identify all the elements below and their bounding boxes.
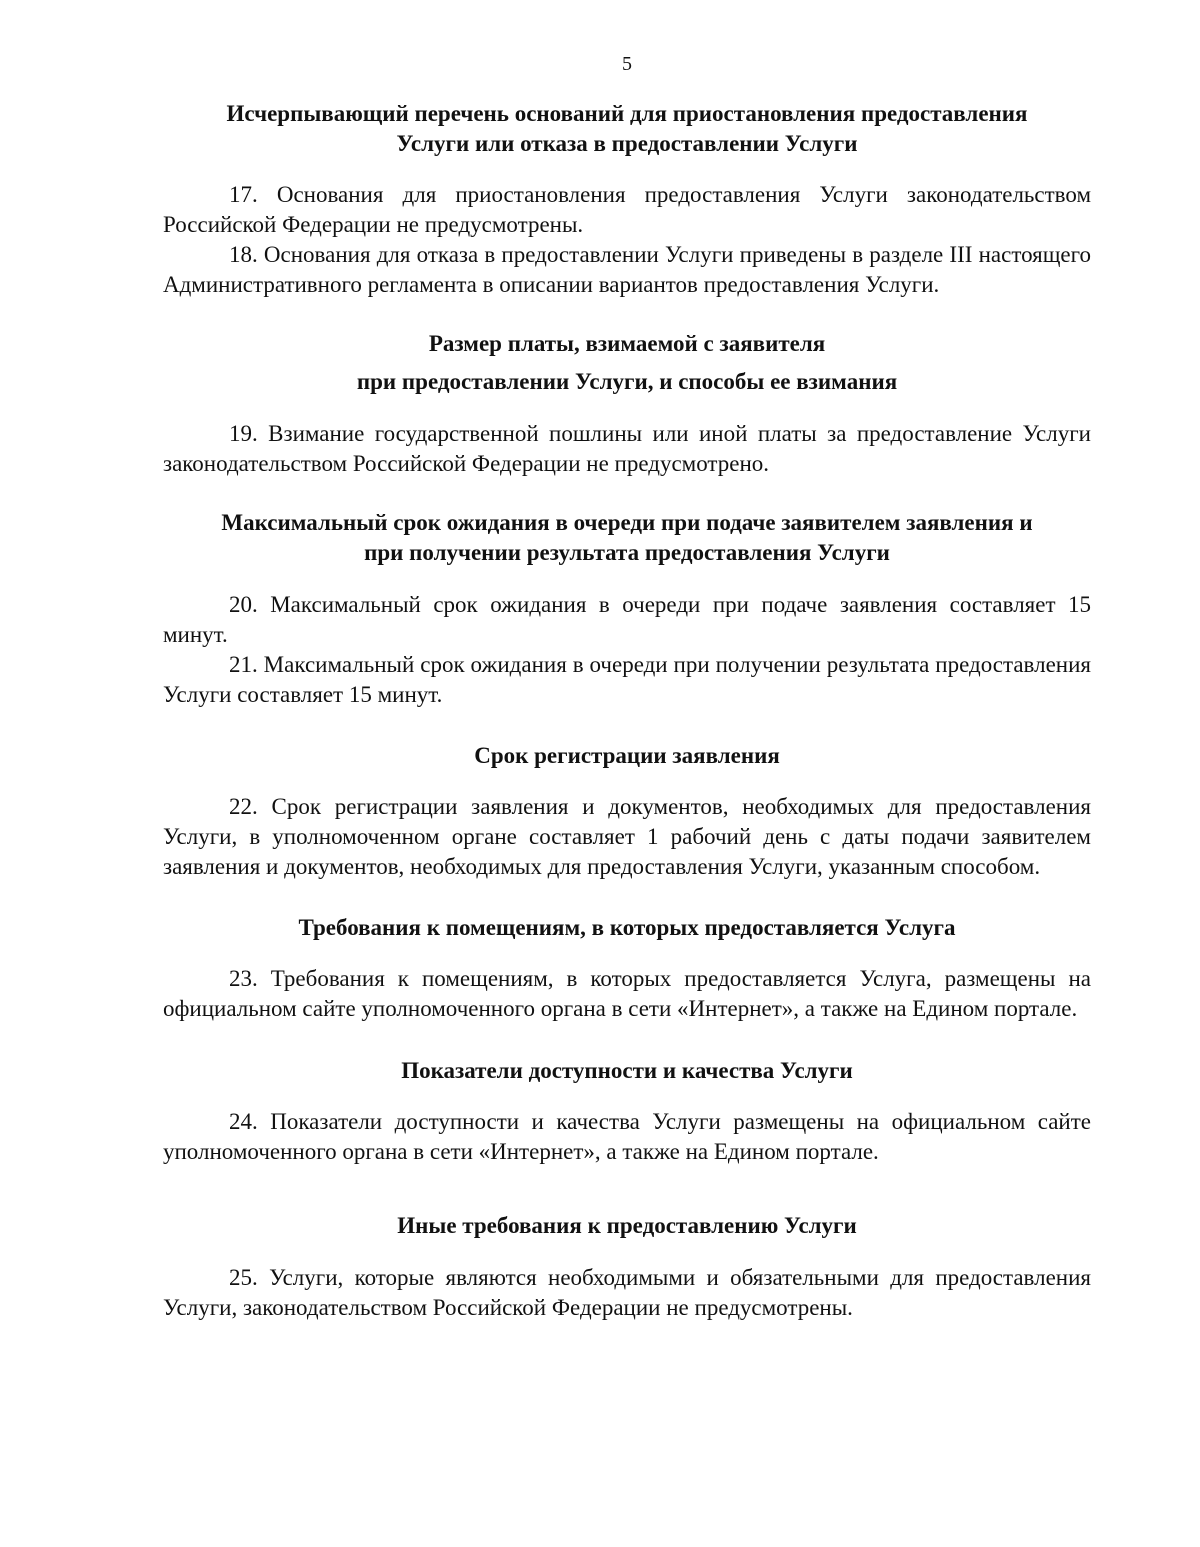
section-fee: [163, 325, 1091, 479]
paragraph-20: 20. Максимальный срок ожидания в очереди при подаче заявления составляет 15 минут.: [163, 592, 1091, 647]
section-heading-line: при получении результата предоставления Услуги: [364, 540, 890, 565]
section-suspension-grounds: [163, 99, 1091, 300]
section-heading-line: Иные требования к предоставлению Услуги: [397, 1213, 857, 1238]
section-queue-time: [163, 508, 1091, 710]
page-number: 5: [622, 53, 632, 75]
section-heading-line: Максимальный срок ожидания в очереди при подаче заявителем заявления и: [221, 510, 1033, 535]
section-heading-line: Срок регистрации заявления: [474, 743, 780, 768]
paragraph-17: 17. Основания для приостановления предоставления Услуги законодательством Российской Федерации не предусмотрены.: [163, 182, 1091, 237]
section-heading-line: Показатели доступности и качества Услуги: [401, 1058, 853, 1083]
paragraph-22: 22. Срок регистрации заявления и документов, необходимых для предоставления Услуги, в уполномоченном органе составляет 1 рабочий день с даты подачи заявителем заявления и документов, необходимых для предоставления Услуги, указанным способом.: [163, 794, 1091, 879]
section-registration-time: [163, 741, 1091, 882]
paragraph-18: 18. Основания для отказа в предоставлении Услуги приведены в разделе III настоящего Административного регламента в описании вариантов предоставления Услуги.: [163, 242, 1091, 297]
document-page: [163, 52, 1091, 1323]
section-premises-requirements: [163, 913, 1091, 1024]
paragraph-24: 24. Показатели доступности и качества Услуги размещены на официальном сайте уполномоченного органа в сети «Интернет», а также на Едином портале.: [163, 1109, 1091, 1164]
section-heading-line: при предоставлении Услуги, и способы ее взимания: [356, 369, 898, 394]
paragraph-25: 25. Услуги, которые являются необходимыми и обязательными для предоставления Услуги, законодательством Российской Федерации не предусмотрены.: [163, 1265, 1091, 1320]
paragraph-23: 23. Требования к помещениям, в которых предоставляется Услуга, размещены на официальном сайте уполномоченного органа в сети «Интернет», а также на Едином портале.: [163, 966, 1091, 1021]
section-other-requirements: [163, 1211, 1091, 1323]
section-heading-line: Требования к помещениям, в которых предоставляется Услуга: [298, 915, 956, 940]
section-heading-line: Услуги или отказа в предоставлении Услуги: [396, 131, 858, 156]
section-heading-line: Исчерпывающий перечень оснований для приостановления предоставления: [226, 101, 1028, 126]
paragraph-19: 19. Взимание государственной пошлины или иной платы за предоставление Услуги законодательством Российской Федерации не предусмотрено.: [163, 421, 1091, 476]
section-heading-line: Размер платы, взимаемой с заявителя: [428, 331, 826, 356]
paragraph-21: 21. Максимальный срок ожидания в очереди при получении результата предоставления Услуги составляет 15 минут.: [163, 652, 1091, 707]
section-quality-indicators: [163, 1056, 1091, 1167]
